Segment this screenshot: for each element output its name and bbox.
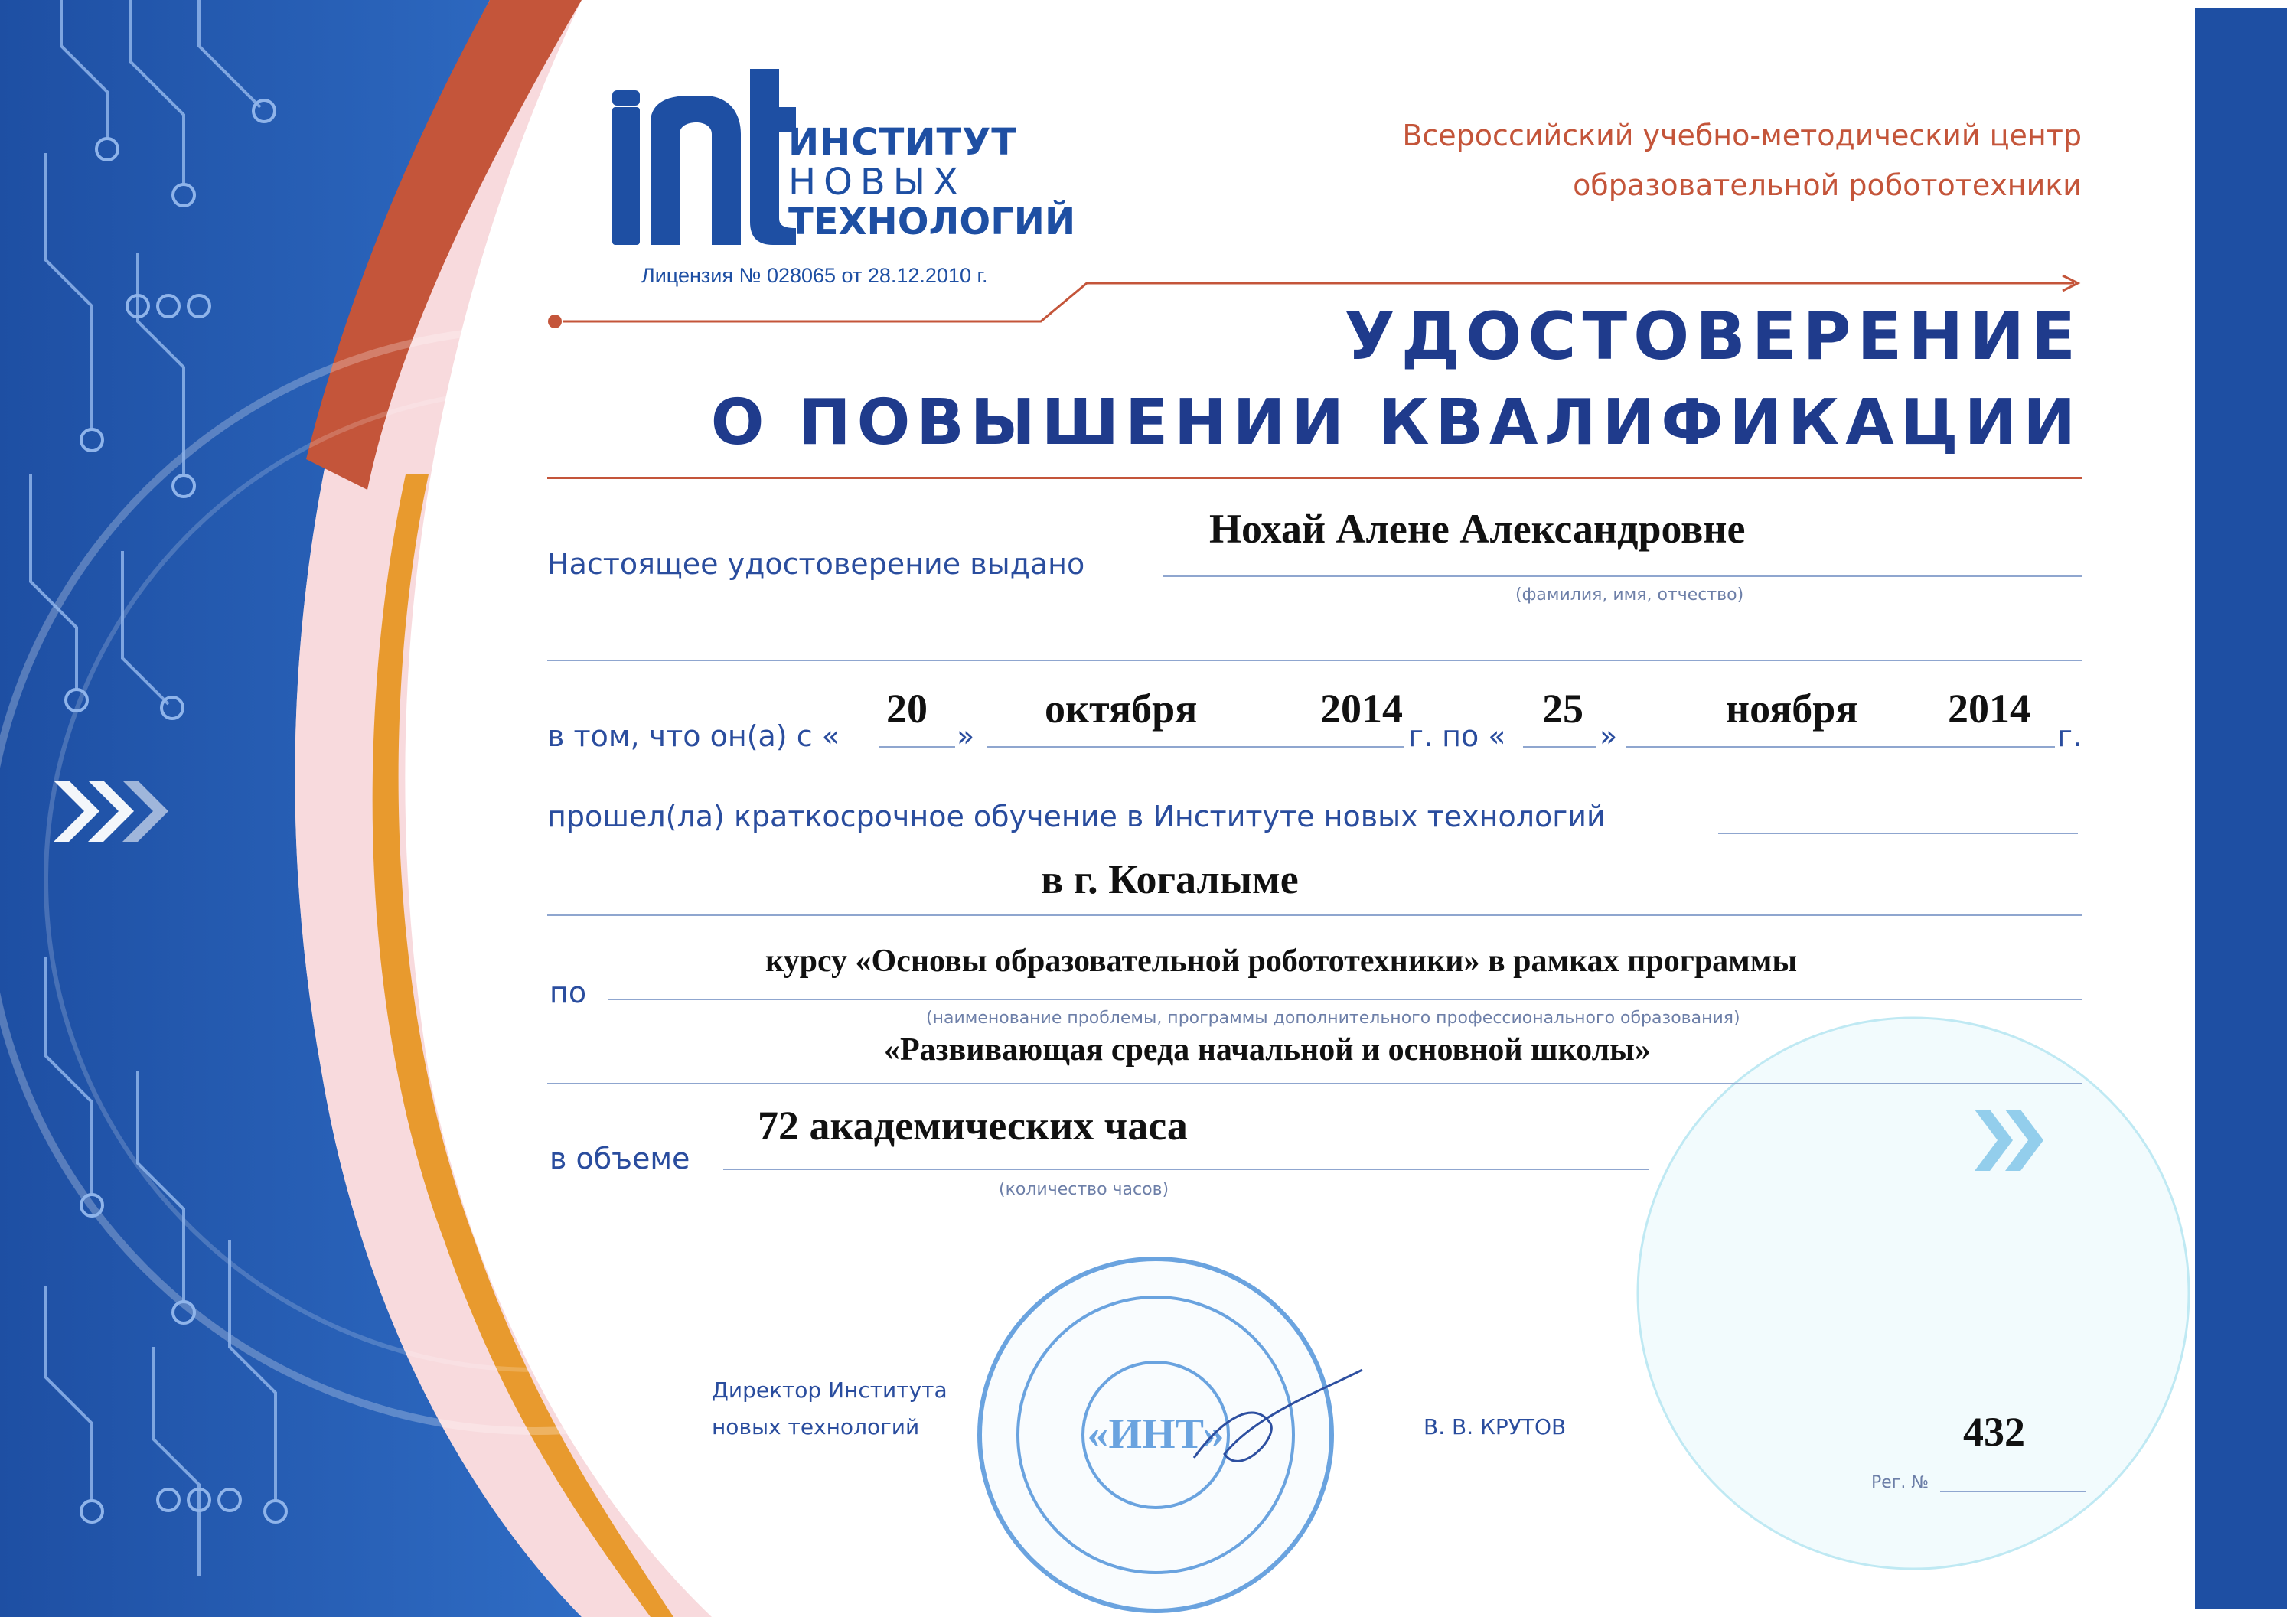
recipient-name: Нохай Алене Александровне [1209, 506, 1746, 552]
volume-value: 72 академических часа [758, 1103, 1188, 1149]
period-label: в том, что он(а) с « [547, 719, 840, 753]
course-line-1: курсу «Основы образовательной робототехники» в рамках программы [765, 944, 1798, 979]
logo-line-3: ТЕХНОЛОГИЙ [788, 200, 1076, 243]
course-line-2: «Развивающая среда начальной и основной школы» [884, 1032, 1651, 1068]
title-underline [547, 477, 2082, 479]
header-line-dot [548, 315, 562, 328]
from-month: октября [1045, 686, 1198, 732]
course-label: по [550, 976, 587, 1009]
org-line-2: образовательной робототехники [1573, 168, 2082, 202]
from-day-line [879, 746, 955, 748]
training-city: в г. Когалыме [1041, 856, 1299, 902]
volume-caption: (количество часов) [999, 1180, 1169, 1199]
to-prefix: г. по « [1408, 719, 1506, 753]
to-date-line [1626, 746, 2055, 748]
from-year: 2014 [1320, 686, 1403, 732]
to-day-line [1523, 746, 1596, 748]
recipient-name-line [1163, 575, 2082, 577]
logo [788, 122, 1075, 242]
from-day: 20 [886, 686, 928, 732]
license-text: Лицензия № 028065 от 28.12.2010 г. [641, 264, 988, 287]
issued-label: Настоящее удостоверение выдано [547, 547, 1085, 581]
logo-line-1: ИНСТИТУТ [788, 121, 1017, 164]
title-line-1: УДОСТОВЕРЕНИЕ [1344, 298, 2082, 375]
title-line-2: О ПОВЫШЕНИИ КВАЛИФИКАЦИИ [710, 386, 2082, 459]
logo-mark [612, 69, 796, 245]
training-city-line [547, 914, 2082, 916]
to-day-close-quote: » [1600, 719, 1618, 753]
course-line-2-rule [547, 1083, 2082, 1084]
registration-number: 432 [1963, 1409, 2025, 1455]
from-day-close-quote: » [957, 719, 975, 753]
to-day: 25 [1542, 686, 1583, 732]
course-line-rule [608, 999, 2082, 1000]
director-title-2: новых технологий [712, 1414, 920, 1439]
svg-text:«ИНТ»: «ИНТ» [1087, 1410, 1225, 1458]
registration-label: Рег. № [1871, 1473, 1929, 1492]
to-month: ноября [1726, 686, 1858, 732]
registration-line [1940, 1491, 2086, 1492]
training-label: прошел(ла) краткосрочное обучение в Институте новых технологий [547, 800, 1606, 833]
director-name: В. В. КРУТОВ [1424, 1414, 1567, 1439]
right-blue-bar [2195, 8, 2287, 1609]
to-year: 2014 [1948, 686, 2030, 732]
blank-line [547, 660, 2082, 661]
logo-line-2: НОВЫХ [788, 161, 967, 204]
official-stamp [980, 1259, 1332, 1611]
volume-label: в объеме [550, 1142, 690, 1175]
from-date-line [987, 746, 1404, 748]
to-suffix: г. [2057, 719, 2082, 753]
course-caption: (наименование проблемы, программы дополнительного профессионального образования) [926, 1009, 1740, 1028]
director-title-1: Директор Института [712, 1377, 947, 1403]
recipient-name-caption: (фамилия, имя, отчество) [1515, 585, 1744, 605]
training-line [1718, 833, 2078, 834]
volume-line [723, 1169, 1649, 1170]
org-line-1: Всероссийский учебно-методический центр [1402, 119, 2082, 152]
